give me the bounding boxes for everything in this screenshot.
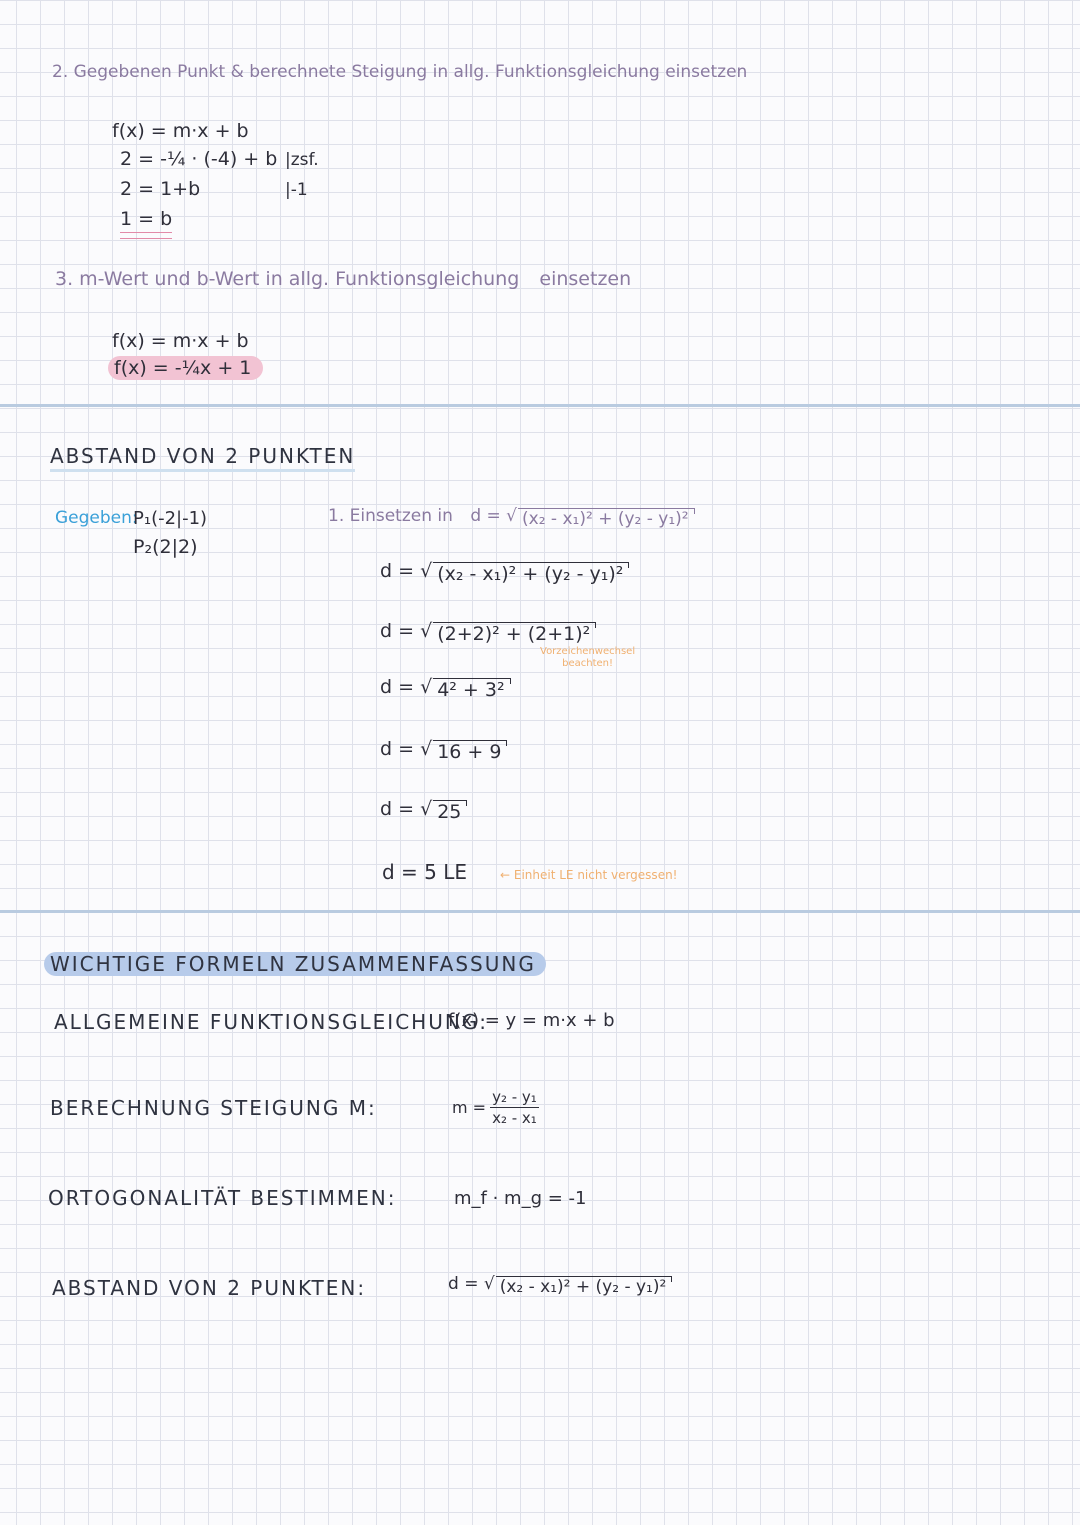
calc-line-4 <box>380 738 507 763</box>
slope-numerator: y₂ - y₁ <box>492 1088 537 1106</box>
step3-title <box>55 268 631 290</box>
summary-formula-2 <box>452 1088 539 1127</box>
calc-line-prefix: d = <box>380 620 415 642</box>
step2-title: 2. Gegebenen Punkt & berechnete Steigung in allg. Funktionsgleichung einsetzen <box>52 62 748 82</box>
calc-line-sqrt <box>420 800 467 823</box>
summary-formula-1: f(x) = y = m·x + b <box>448 1010 615 1031</box>
step2-line-1: f(x) = m·x + b <box>112 120 249 142</box>
calc-line-prefix: d = <box>380 676 415 698</box>
sqrt-icon: √ <box>483 1274 495 1294</box>
slope-prefix: m = <box>452 1098 487 1117</box>
point-p2: P₂(2|2) <box>133 536 198 558</box>
given-label: Gegeben: <box>55 508 138 528</box>
step1-formula-prefix: d = <box>470 506 501 526</box>
summary-label-4: ABSTAND VON 2 PUNKTEN: <box>52 1276 367 1300</box>
calc-line-radicand: 16 + 9 <box>433 740 507 763</box>
calc-line-radicand: (2+2)² + (2+1)² <box>433 622 596 645</box>
distance-prefix: d = <box>448 1274 479 1294</box>
distance-sqrt <box>484 1276 672 1297</box>
calc-line-sqrt <box>420 678 511 701</box>
slope-fraction <box>490 1088 539 1127</box>
sqrt-icon: √ <box>420 798 433 820</box>
result-underline <box>120 232 172 239</box>
calc-line-prefix: d = <box>380 738 415 760</box>
calc-line-radicand: 4² + 3² <box>433 678 510 701</box>
step2-line-2: 2 = -¼ · (-4) + b <box>120 148 278 170</box>
sqrt-icon: √ <box>420 560 433 582</box>
summary-label-1: ALLGEMEINE FUNKTIONSGLEICHUNG: <box>54 1010 489 1034</box>
calc-line-prefix: d = <box>380 798 415 820</box>
calc-line-sqrt <box>420 622 596 645</box>
step2-line-4: 1 = b <box>120 208 173 230</box>
distance-radicand: (x₂ - x₁)² + (y₂ - y₁)² <box>496 1276 673 1297</box>
calc-result: d = 5 LE <box>382 860 468 884</box>
calc-line-sqrt <box>420 562 629 585</box>
step3-line-2-highlight <box>108 356 263 380</box>
summary-heading: WICHTIGE FORMELN ZUSAMMENFASSUNG <box>44 952 546 976</box>
section-divider-1 <box>0 404 1080 407</box>
calc-line-3 <box>380 676 511 701</box>
note-sign-change <box>540 646 635 670</box>
step2-note-2: |-1 <box>285 180 308 200</box>
section-divider-2 <box>0 910 1080 913</box>
step3-title-part1: 3. m-Wert und b-Wert in allg. Funktionsgleichung <box>55 268 520 290</box>
sqrt-icon: √ <box>506 506 518 526</box>
summary-formula-4 <box>448 1274 672 1297</box>
note-unit: ← Einheit LE nicht vergessen! <box>500 868 678 882</box>
calc-line-5 <box>380 798 467 823</box>
calc-line-2 <box>380 620 596 645</box>
calc-line-prefix: d = <box>380 560 415 582</box>
step1-formula-sqrt <box>506 508 694 529</box>
step1-formula-radicand: (x₂ - x₁)² + (y₂ - y₁)² <box>518 508 695 529</box>
calc-line-1 <box>380 560 629 585</box>
abstand-heading: ABSTAND VON 2 PUNKTEN <box>50 444 355 472</box>
step2-line-3: 2 = 1+b <box>120 178 201 200</box>
calc-line-sqrt <box>420 740 507 763</box>
summary-label-3: ORTOGONALITÄT BESTIMMEN: <box>48 1186 397 1210</box>
point-p1: P₁(-2|-1) <box>133 508 208 529</box>
summary-formula-3: m_f · m_g = -1 <box>454 1188 587 1209</box>
sqrt-icon: √ <box>420 738 433 760</box>
slope-denominator: x₂ - x₁ <box>492 1109 537 1127</box>
step3-line-1: f(x) = m·x + b <box>112 330 249 352</box>
step2-note-1: |zsf. <box>285 150 319 170</box>
note-sign-line-2: beachten! <box>562 658 613 669</box>
sqrt-icon: √ <box>420 620 433 642</box>
sqrt-icon: √ <box>420 676 433 698</box>
step3-title-part2: einsetzen <box>539 268 632 290</box>
calc-line-radicand: 25 <box>433 800 467 823</box>
step1-label: 1. Einsetzen in <box>328 506 453 526</box>
summary-label-2: BERECHNUNG STEIGUNG M: <box>50 1096 377 1120</box>
step3-line-2: f(x) = -¼x + 1 <box>114 357 252 379</box>
note-sign-line-1: Vorzeichenwechsel <box>540 646 636 657</box>
step1-instruction <box>328 506 695 529</box>
calc-line-radicand: (x₂ - x₁)² + (y₂ - y₁)² <box>433 562 629 585</box>
